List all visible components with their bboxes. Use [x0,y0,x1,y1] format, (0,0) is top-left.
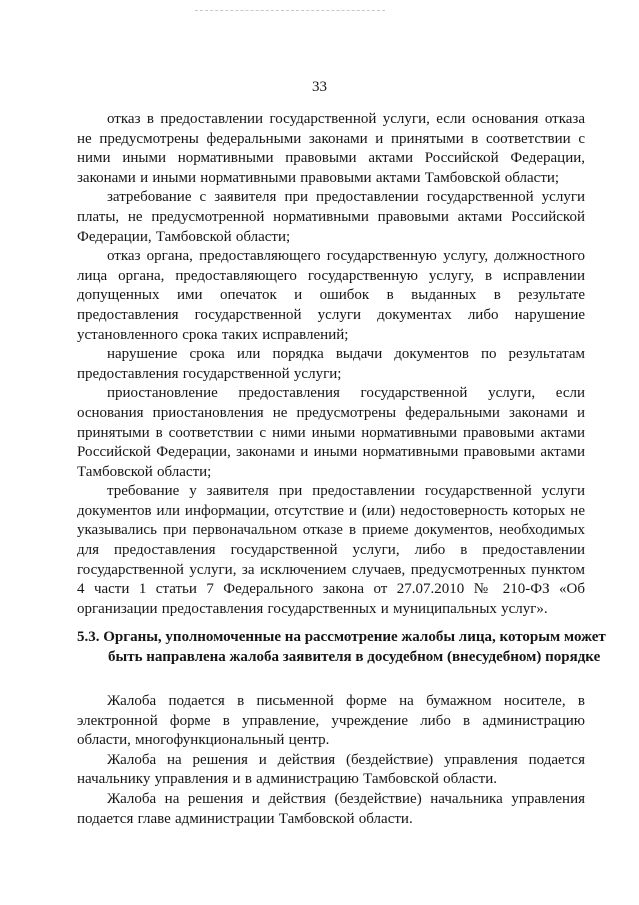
scan-artifact-line [195,10,385,11]
list-item: отказ в предоставлении государственной услуги, если основания отказа не предусмотрены федеральными законами и принятыми в соответствии с ними иными нормативными правовыми актами Российской Федерации, законами и иными нормативными правовыми актами Тамбовской области; [77,111,585,186]
list-of-violations [77,110,585,619]
section-heading-line: 5.3. Органы, уполномоченные на рассмотрение жалобы лица, которым может [77,629,606,645]
list-item: затребование с заявителя при предоставлении государственной услуги платы, не предусмотренной нормативными правовыми актами Российской Федерации, Тамбовской области; [77,189,585,245]
body-paragraph: Жалоба на решения и действия (бездействие) начальника управления подается главе администрации Тамбовской области. [77,790,585,827]
section-heading [77,627,606,667]
list-item: нарушение срока или порядка выдачи документов по результатам предоставления государственной услуги; [77,346,585,382]
section-heading-line: быть направлена жалоба заявителя в досудебном (внесудебном) порядке [108,649,601,665]
list-item: требование у заявителя при предоставлении государственной услуги документов или информации, отсутствие и (или) недостоверность которых не указывались при первоначальном отказе в приеме документов, необходимых для предоставления государственной услуги, либо в предоставлении государственной услуги, за исключением случаев, предусмотренных пунктом 4 части 1 статьи 7 Федерального закона от 27.07.2010 № 210-ФЗ «Об организации предоставления государственных и муниципальных услуг». [77,483,585,617]
complaint-section-body [77,692,585,829]
page-number: 33 [312,79,327,95]
list-item: приостановление предоставления государственной услуги, если основания приостановления не предусмотрены федеральными законами и принятыми в соответствии с ними иными нормативными правовыми актами Российской Федерации, законами и иными нормативными правовыми актами Тамбовской области; [77,385,585,480]
body-paragraph: Жалоба подается в письменной форме на бумажном носителе, в электронной форме в управление, учреждение либо в администрацию области, многофункциональный центр. [77,693,585,749]
body-paragraph: Жалоба на решения и действия (бездействие) управления подается начальнику управления и в администрацию Тамбовской области. [77,751,585,788]
list-item: отказ органа, предоставляющего государственную услугу, должностного лица органа, предоставляющего государственную услугу, в исправлении допущенных ими опечаток и ошибок в выданных в результате предоставления государственной услуги документах либо нарушение установленного срока таких исправлений; [77,248,585,343]
